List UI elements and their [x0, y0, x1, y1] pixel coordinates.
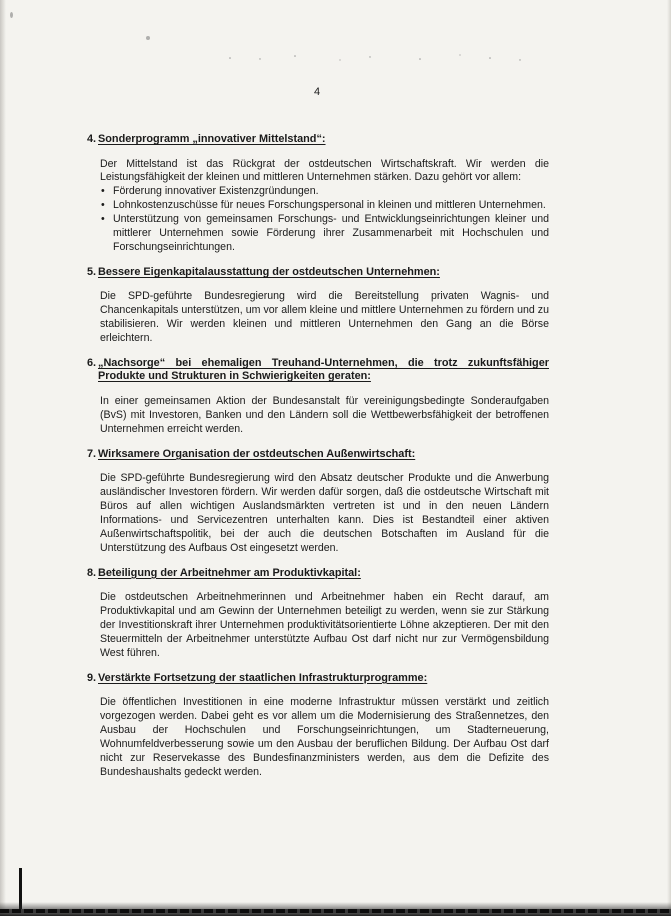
section-title: Sonderprogramm „innovativer Mittelstand“: — [98, 133, 326, 145]
section-4 — [87, 133, 549, 255]
section-7 — [87, 448, 549, 556]
section-8 — [87, 567, 549, 661]
section-heading — [87, 133, 549, 147]
scan-speck — [146, 36, 150, 40]
section-number: 4. — [87, 133, 97, 145]
page-number: 4 — [314, 86, 321, 98]
section-paragraph: Die öffentlichen Investitionen in eine moderne Infrastruktur müssen verstärkt und zeitlich vorgezogen werden. Dabei geht es vor allem um die Modernisierung des Straßennetzes, den Ausbau der Hochschulen und Forschungseinrichtungen, um Stadterneuerung, Wohnumfeldverbesserung sowie um den Ausbau der beruflichen Bildung. Der Aufbau Ost darf nicht zur Reservekasse des Bundesfinanzministers werden, aus dem die Defizite des Bundeshaushalts gedeckt werden. — [100, 696, 549, 778]
section-paragraph: In einer gemeinsamen Aktion der Bundesanstalt für vereinigungsbedingte Sonderaufgaben (BvS) mit Investoren, Banken und den Ländern soll die Wettbewerbsfähigkeit der betroffenen Unternehmen erreicht werden. — [100, 394, 549, 435]
scan-bottom-line — [0, 909, 671, 913]
faint-header-marks — [220, 50, 550, 66]
section-paragraph: Die ostdeutschen Arbeitnehmerinnen und Arbeitnehmer haben ein Recht darauf, am Produktivkapital und am Gewinn der Unternehmen beteiligt zu werden, wenn sie zur Stärkung der Investitionskraft ihrer Unternehmen produktivitätsorientierte Löhne akzeptieren. Der mit den Steuermitteln der Arbeitnehmer unterstützte Aufbau Ost darf nicht nur zur Vermögensbildung West führen. — [100, 591, 549, 659]
section-heading — [87, 672, 549, 686]
section-heading — [87, 266, 549, 280]
section-5 — [87, 266, 549, 346]
section-number: 7. — [87, 447, 97, 460]
bullet-item: • Förderung innovativer Existenzgründungen. — [100, 185, 549, 199]
section-9 — [87, 672, 549, 780]
section-paragraph: Der Mittelstand ist das Rückgrat der ostdeutschen Wirtschaftskraft. Wir werden die Leistungsfähigkeit der kleinen und mittleren Unternehmen stärken. Dazu gehört vor allem: — [100, 157, 549, 184]
section-title: Verstärkte Fortsetzung der staatlichen Infrastrukturprogramme: — [98, 671, 428, 684]
bullet-list — [100, 185, 549, 255]
bullet-item: • Lohnkostenzuschüsse für neues Forschungspersonal in kleinen und mittleren Unternehmen. — [100, 199, 549, 213]
section-title: Beteiligung der Arbeitnehmer am Produktivkapital: — [98, 566, 361, 579]
section-6 — [87, 357, 549, 437]
bullet-item: • Unterstützung von gemeinsamen Forschungs- und Entwicklungseinrichtungen kleiner und mittlerer Unternehmen sowie Förderung ihrer Zusammenarbeit mit Hochschulen und Forschungseinrichtungen. — [100, 213, 549, 255]
section-number: 6. — [87, 356, 97, 369]
scan-right-shadow — [667, 0, 671, 916]
scan-edge-shadow — [0, 0, 6, 916]
section-title: Bessere Eigenkapitalausstattung der ostdeutschen Unternehmen: — [98, 265, 440, 278]
section-heading — [87, 567, 549, 581]
section-title: Wirksamere Organisation der ostdeutschen Außenwirtschaft: — [98, 447, 416, 460]
document-body — [87, 133, 549, 791]
section-number: 9. — [87, 671, 97, 684]
scan-speck — [10, 12, 13, 18]
section-paragraph: Die SPD-geführte Bundesregierung wird den Absatz deutscher Produkte und die Anwerbung ausländischer Investoren fördern. Wir werden dafür sorgen, daß die ostdeutsche Wirtschaft mit Büros auf allen wichtigen Auslandsmärkten vertreten ist und in den neuen Ländern Informations- und Servicezentren unterhalten kann. Dies ist Bestandteil einer aktiven Außenwirtschaftspolitik, bei der auch die deutschen Botschaften im Ausland für die Unterstützung des Aufbaus Ost eingesetzt werden. — [100, 472, 549, 554]
section-heading — [87, 448, 549, 462]
section-heading — [87, 357, 549, 384]
section-title: „Nachsorge“ bei ehemaligen Treuhand-Unternehmen, die trotz zukunftsfähiger Produkte und Strukturen in Schwierigkeiten geraten: — [98, 356, 549, 383]
section-paragraph: Die SPD-geführte Bundesregierung wird die Bereitstellung privaten Wagnis- und Chancenkapitals unterstützen, um vor allem kleine und mittlere Unternehmen zu fördern und zu stabilisieren. Wir werden kleinen und mittleren Unternehmen den Gang an die Börse erleichtern. — [100, 290, 549, 345]
section-number: 5. — [87, 265, 97, 278]
section-number: 8. — [87, 566, 97, 579]
